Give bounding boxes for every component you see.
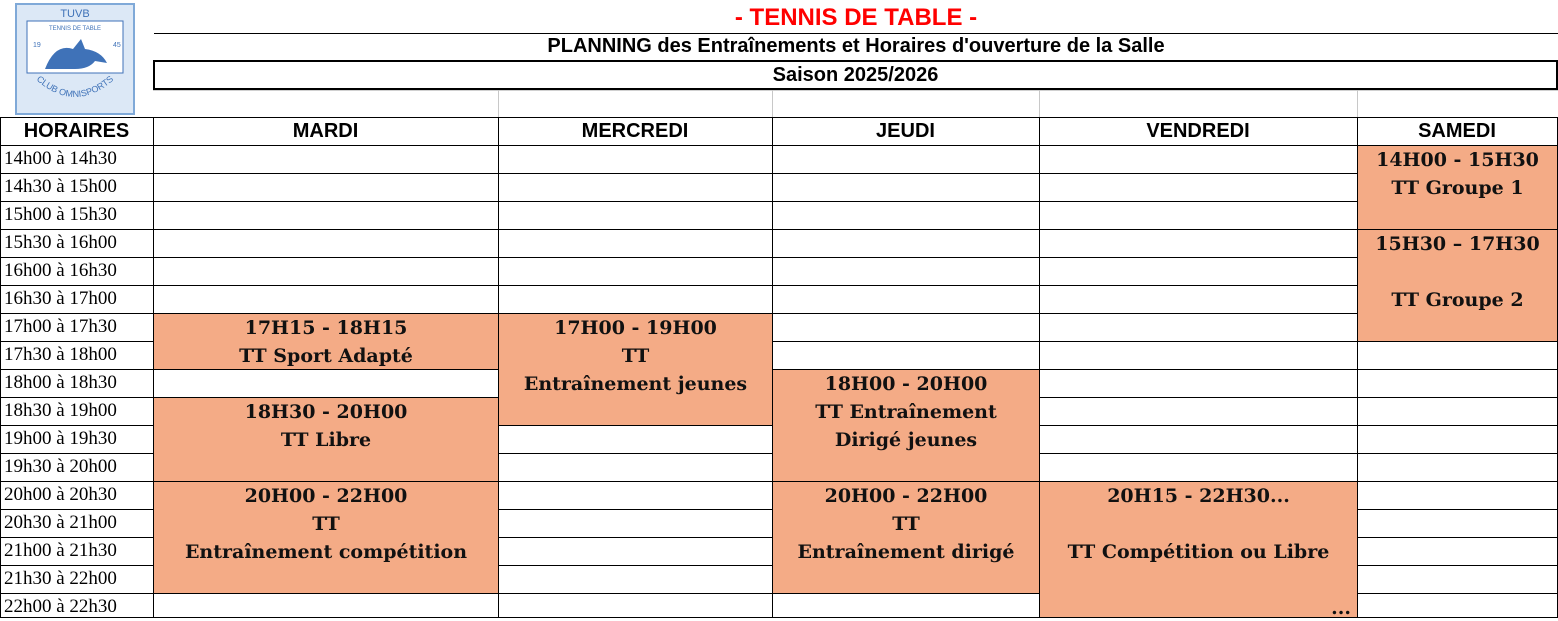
- club-logo: [15, 3, 135, 115]
- session-time: 20H00 - 22H00: [244, 485, 408, 507]
- spacer-divider: [1357, 90, 1358, 117]
- session-label: Entraînement compétition: [184, 541, 468, 563]
- logo-club-name: TUVB: [60, 8, 90, 20]
- time-slot: 16h30 à 17h00: [4, 288, 117, 309]
- session-time: 17H15 - 18H15: [244, 317, 408, 339]
- session-label: TT Compétition ou Libre: [1067, 541, 1330, 563]
- time-slot: 16h00 à 16h30: [4, 260, 117, 281]
- header-horaires: HORAIRES: [23, 120, 130, 142]
- season-label: Saison 2025/2026: [772, 64, 939, 86]
- logo-year-right: 45: [113, 42, 121, 49]
- session-sat-g1: [1357, 145, 1558, 230]
- page-subtitle: PLANNING des Entraînements et Horaires d'ouverture de la Salle: [547, 35, 1165, 57]
- session-label: TT Libre: [280, 429, 372, 451]
- column-line: [0, 117, 1, 617]
- session-tue-adapte: [153, 313, 499, 370]
- session-label: TT: [312, 513, 340, 535]
- time-slot: 15h00 à 15h30: [4, 204, 117, 225]
- header-samedi: SAMEDI: [1418, 120, 1496, 142]
- session-time: 14H00 - 15H30: [1376, 149, 1539, 171]
- session-label: TT Entraînement: [815, 401, 997, 423]
- session-label: Entraînement dirigé: [797, 541, 1015, 563]
- session-time: 18H30 - 20H00: [244, 401, 408, 423]
- session-label: TT: [892, 513, 920, 535]
- session-tue-libre: [153, 397, 499, 482]
- session-label: TT Sport Adapté: [239, 345, 413, 367]
- spacer-divider: [1039, 90, 1040, 117]
- time-slot: 21h30 à 22h00: [4, 568, 117, 589]
- session-label: TT Groupe 2: [1391, 289, 1524, 311]
- session-tue-compet: [153, 481, 499, 594]
- spacer-divider: [772, 90, 773, 117]
- session-time: 18H00 - 20H00: [824, 373, 988, 395]
- spacer-line: [153, 90, 1558, 91]
- header-jeudi: JEUDI: [876, 120, 935, 142]
- session-fri-compet: [1039, 481, 1358, 618]
- time-slot: 21h00 à 21h30: [4, 540, 117, 561]
- logo-year-left: 19: [33, 42, 41, 49]
- row-line: [0, 201, 1558, 202]
- session-thu-jeunes: [772, 369, 1040, 482]
- time-slot: 18h30 à 19h00: [4, 400, 117, 421]
- row-line: [0, 285, 1558, 286]
- session-time: 17H00 - 19H00: [554, 317, 717, 339]
- header-mardi: MARDI: [292, 120, 359, 142]
- row-line: [0, 145, 1558, 146]
- time-slot: 20h30 à 21h00: [4, 512, 117, 533]
- session-label: TT Groupe 1: [1391, 177, 1524, 199]
- time-slot: 17h30 à 18h00: [4, 344, 117, 365]
- logo-section: TENNIS DE TABLE: [48, 26, 102, 32]
- session-sat-g2: [1357, 229, 1558, 342]
- session-thu-dirige: [772, 481, 1040, 594]
- time-slot: 19h00 à 19h30: [4, 428, 117, 449]
- header-mercredi: MERCREDI: [581, 120, 689, 142]
- page-title: - TENNIS DE TABLE -: [734, 4, 978, 31]
- time-slot: 17h00 à 17h30: [4, 316, 117, 337]
- session-time: 20H15 - 22H30...: [1107, 485, 1290, 507]
- session-wed-jeunes: [498, 313, 773, 426]
- row-line: [0, 257, 1558, 258]
- time-slot: 22h00 à 22h30: [4, 596, 117, 617]
- spacer-divider: [498, 90, 499, 117]
- session-time: 20H00 - 22H00: [824, 485, 988, 507]
- time-slot: 14h00 à 14h30: [4, 148, 117, 169]
- session-label: Entraînement jeunes: [523, 373, 748, 395]
- logo-motto: CLUB OMNISPORTS: [34, 73, 116, 100]
- session-time: 15H30 – 17H30: [1375, 233, 1540, 255]
- time-slot: 18h00 à 18h30: [4, 372, 117, 393]
- time-slot: 19h30 à 20h00: [4, 456, 117, 477]
- time-slot: 14h30 à 15h00: [4, 176, 117, 197]
- time-slot: 20h00 à 20h30: [4, 484, 117, 505]
- season-box: [153, 60, 1558, 90]
- session-more-indicator: ...: [1331, 597, 1351, 618]
- session-label: TT: [621, 345, 650, 367]
- session-label: Dirigé jeunes: [834, 429, 978, 451]
- row-line: [0, 173, 1558, 174]
- time-slot: 15h30 à 16h00: [4, 232, 117, 253]
- header-vendredi: VENDREDI: [1146, 120, 1250, 142]
- row-line: [0, 229, 1558, 230]
